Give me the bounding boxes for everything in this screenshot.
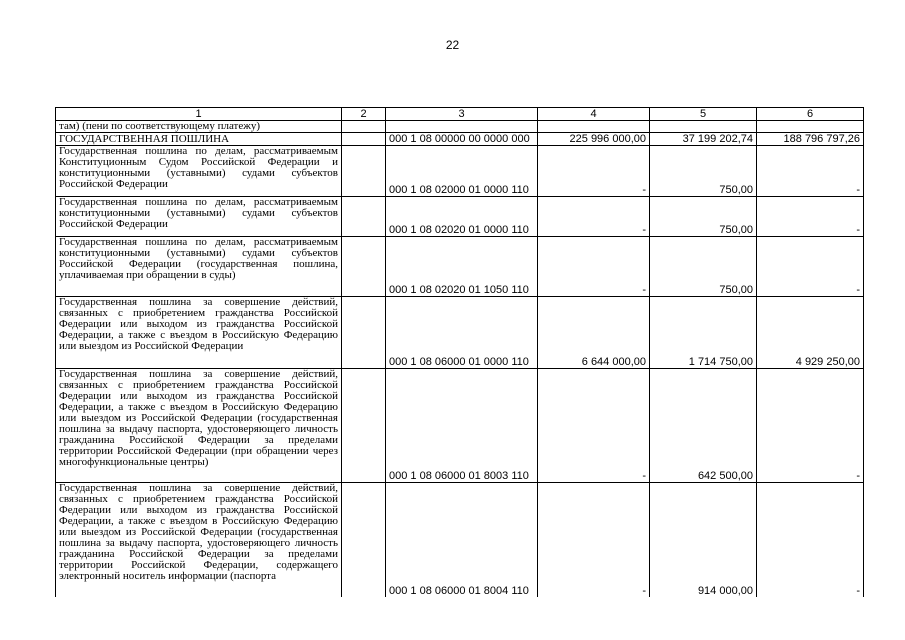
row-plan xyxy=(538,121,650,133)
table-row xyxy=(56,297,864,369)
table-row xyxy=(56,237,864,297)
table-row xyxy=(56,369,864,483)
row-description: Государственная пошлина за совершение действий, связанных с приобретением гражданства Российской Федерации или выходом из гражданства Российской Федерации, а также с въездом в Российскую Федерацию или выездом из Российской Федерации (государственная пошлина за выдачу паспорта, удостоверяющего личность гражданина Российской Федерации за пределами территории Российской Федерации (при обращении через многофункциональные центры) xyxy=(56,369,342,483)
row-code xyxy=(386,121,538,133)
budget-table xyxy=(55,107,864,597)
row-remaining: - xyxy=(757,369,864,483)
column-header: 5 xyxy=(650,108,757,121)
row-col2 xyxy=(342,197,386,237)
row-executed: 1 714 750,00 xyxy=(650,297,757,369)
row-code: 000 1 08 06000 01 8004 110 xyxy=(386,483,538,597)
row-col2 xyxy=(342,483,386,597)
row-description: Государственная пошлина по делам, рассматриваемым конституционными (уставными) судами субъектов Российской Федерации (государственная пошлина, уплачиваемая при обращении в суды) xyxy=(56,237,342,297)
page-number: 22 xyxy=(445,38,460,52)
row-executed: 750,00 xyxy=(650,197,757,237)
row-code: 000 1 08 06000 01 8003 110 xyxy=(386,369,538,483)
row-col2 xyxy=(342,146,386,197)
row-description: Государственная пошлина за совершение действий, связанных с приобретением гражданства Российской Федерации или выходом из гражданства Российской Федерации, а также с въездом в Российскую Федерацию или выездом из Российской Федерации xyxy=(56,297,342,369)
row-plan: - xyxy=(538,146,650,197)
row-plan: - xyxy=(538,237,650,297)
row-col2 xyxy=(342,121,386,133)
row-remaining: - xyxy=(757,237,864,297)
row-remaining: 4 929 250,00 xyxy=(757,297,864,369)
row-remaining: - xyxy=(757,483,864,597)
table-row xyxy=(56,133,864,146)
row-col2 xyxy=(342,369,386,483)
row-col2 xyxy=(342,133,386,146)
row-code: 000 1 08 02000 01 0000 110 xyxy=(386,146,538,197)
row-description: там) (пени по соответствующему платежу) xyxy=(56,121,342,133)
row-remaining: 188 796 797,26 xyxy=(757,133,864,146)
row-code: 000 1 08 02020 01 1050 110 xyxy=(386,237,538,297)
table-row xyxy=(56,483,864,597)
row-description: Государственная пошлина по делам, рассматриваемым конституционными (уставными) судами субъектов Российской Федерации xyxy=(56,197,342,237)
row-plan: 225 996 000,00 xyxy=(538,133,650,146)
column-header: 6 xyxy=(757,108,864,121)
table-row xyxy=(56,197,864,237)
row-executed: 37 199 202,74 xyxy=(650,133,757,146)
row-description: ГОСУДАРСТВЕННАЯ ПОШЛИНА xyxy=(56,133,342,146)
column-header: 1 xyxy=(56,108,342,121)
column-header: 2 xyxy=(342,108,386,121)
row-description: Государственная пошлина за совершение действий, связанных с приобретением гражданства Российской Федерации или выходом из гражданства Российской Федерации, а также с въездом в Российскую Федерацию или выездом из Российской Федерации (государственная пошлина за выдачу паспорта, удостоверяющего личность гражданина Российской Федерации за пределами территории Российской Федерации, содержащего электронный носитель информации (паспорта xyxy=(56,483,342,597)
table-row xyxy=(56,146,864,197)
row-executed: 750,00 xyxy=(650,146,757,197)
row-executed xyxy=(650,121,757,133)
row-code: 000 1 08 02020 01 0000 110 xyxy=(386,197,538,237)
row-col2 xyxy=(342,237,386,297)
row-col2 xyxy=(342,297,386,369)
row-plan: - xyxy=(538,369,650,483)
row-plan: - xyxy=(538,483,650,597)
row-executed: 642 500,00 xyxy=(650,369,757,483)
table-header-row xyxy=(56,108,864,121)
row-executed: 750,00 xyxy=(650,237,757,297)
row-executed: 914 000,00 xyxy=(650,483,757,597)
column-header: 3 xyxy=(386,108,538,121)
row-remaining: - xyxy=(757,197,864,237)
row-code: 000 1 08 06000 01 0000 110 xyxy=(386,297,538,369)
row-remaining xyxy=(757,121,864,133)
table-row xyxy=(56,121,864,133)
row-remaining: - xyxy=(757,146,864,197)
column-header: 4 xyxy=(538,108,650,121)
row-code: 000 1 08 00000 00 0000 000 xyxy=(386,133,538,146)
row-description: Государственная пошлина по делам, рассматриваемым Конституционным Судом Российской Федерации и конституционными (уставными) судами субъектов Российской Федерации xyxy=(56,146,342,197)
row-plan: 6 644 000,00 xyxy=(538,297,650,369)
row-plan: - xyxy=(538,197,650,237)
